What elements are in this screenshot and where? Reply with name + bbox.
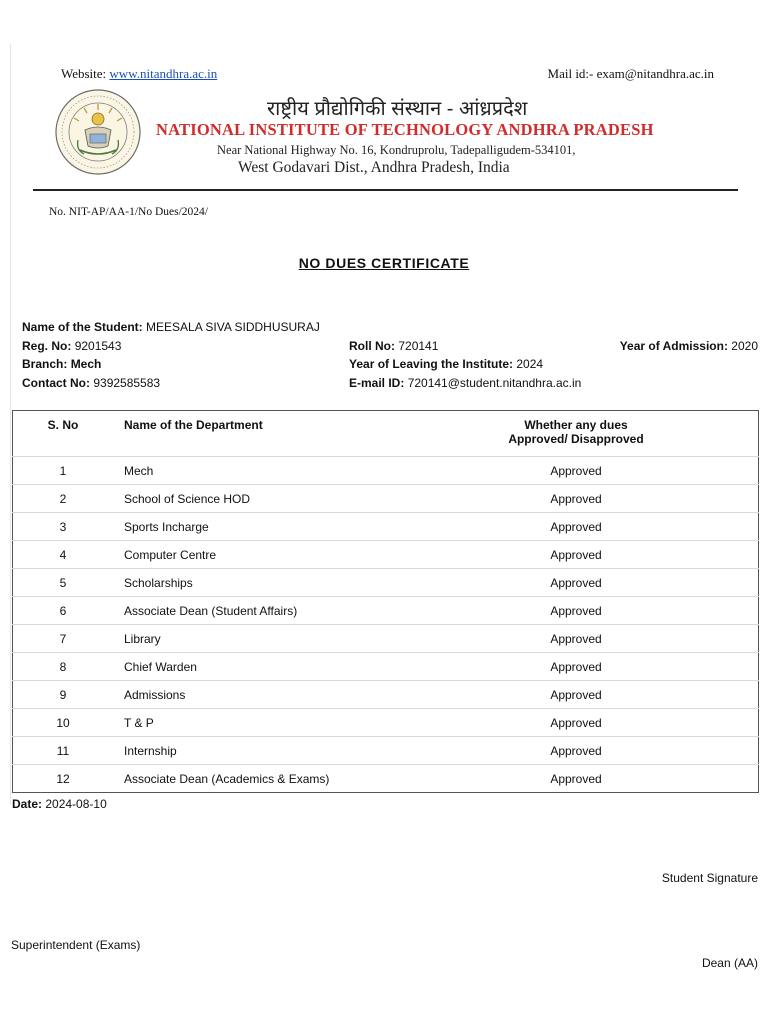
row-sno: 5 [13,569,114,597]
reg-no-field [22,339,121,353]
dean-signature: Dean (AA) [701,956,758,970]
row-sno: 9 [13,681,114,709]
admission-year-value: 2020 [731,339,758,353]
mail-address: exam@nitandhra.ac.in [596,66,714,81]
table-row [13,765,759,793]
institute-logo-icon [54,88,142,176]
row-status: Approved [394,457,759,485]
superintendent-signature: Superintendent (Exams) [11,938,141,952]
table-header-row [13,411,759,457]
reg-no-label: Reg. No: [22,339,72,353]
leaving-year-field [349,357,543,371]
row-dept: School of Science HOD [113,485,394,513]
row-dept: Mech [113,457,394,485]
reference-number: No. NIT-AP/AA-1/No Dues/2024/ [49,206,208,218]
contact-value: 9392585583 [93,376,161,390]
row-sno: 3 [13,513,114,541]
branch-field [22,357,101,371]
row-dept: Internship [113,737,394,765]
table-row [13,569,759,597]
institute-name-hindi: राष्ट्रीय प्रौद्योगिकी संस्थान - आंध्रप्रदेश [267,98,528,120]
table-row [13,653,759,681]
leaving-year-label: Year of Leaving the Institute: [349,357,514,371]
col-sno-header: S. No [47,418,79,432]
table-row [13,541,759,569]
row-sno: 6 [13,597,114,625]
row-dept: Computer Centre [113,541,394,569]
row-sno: 10 [13,709,114,737]
website-link[interactable]: www.nitandhra.ac.in [109,66,218,81]
institute-name: NATIONAL INSTITUTE OF TECHNOLOGY ANDHRA PRADESH [156,120,654,139]
row-dept: Library [113,625,394,653]
row-sno: 8 [13,653,114,681]
student-name-label: Name of the Student: [22,320,143,334]
table-row [13,625,759,653]
student-name-value: MEESALA SIVA SIDDHUSURAJ [146,320,320,334]
contact-label: Contact No: [22,376,90,390]
student-name-field [22,320,320,334]
website-label: Website: [61,66,107,81]
row-status: Approved [394,569,759,597]
row-sno: 1 [13,457,114,485]
issue-date [12,797,107,811]
row-status: Approved [394,765,759,793]
branch-label: Branch: [22,357,68,371]
row-status: Approved [394,541,759,569]
row-status: Approved [394,737,759,765]
student-signature: Student Signature [661,871,758,885]
mail-line [548,66,714,82]
mail-label: Mail id:- [547,66,594,81]
col-status-header [394,411,759,457]
col-status-header-line1: Whether any dues [524,418,628,432]
col-dept-header: Name of the Department [124,418,263,432]
row-status: Approved [394,653,759,681]
admission-year-field [620,339,758,353]
row-dept: Admissions [113,681,394,709]
row-sno: 7 [13,625,114,653]
date-label: Date: [12,797,43,811]
table-row [13,597,759,625]
date-value: 2024-08-10 [45,797,107,811]
header-divider [33,189,738,191]
address-line-2: West Godavari Dist., Andhra Pradesh, India [238,159,510,176]
row-dept: Associate Dean (Student Affairs) [113,597,394,625]
leaving-year-value: 2024 [516,357,544,371]
address-line-1: Near National Highway No. 16, Kondruprolu, Tadepalligudem-534101, [217,143,576,157]
table-row [13,485,759,513]
row-sno: 2 [13,485,114,513]
row-dept: Chief Warden [113,653,394,681]
email-field [349,376,581,390]
table-row [13,709,759,737]
roll-no-label: Roll No: [349,339,395,353]
reg-no-value: 9201543 [74,339,122,353]
email-label: E-mail ID: [349,376,405,390]
row-status: Approved [394,709,759,737]
row-sno: 11 [13,737,114,765]
table-row [13,737,759,765]
table-row [13,513,759,541]
row-status: Approved [394,625,759,653]
row-dept: T & P [113,709,394,737]
row-dept: Associate Dean (Academics & Exams) [113,765,394,793]
row-status: Approved [394,681,759,709]
row-dept: Scholarships [113,569,394,597]
roll-no-field [349,339,438,353]
row-sno: 4 [13,541,114,569]
row-status: Approved [394,485,759,513]
roll-no-value: 720141 [398,339,439,353]
branch-value: Mech [70,357,102,371]
row-status: Approved [394,597,759,625]
page-left-border [10,44,11,804]
row-status: Approved [394,513,759,541]
email-value: 720141@student.nitandhra.ac.in [407,376,582,390]
col-status-header-line2: Approved/ Disapproved [508,432,644,446]
website-line [61,66,217,82]
admission-year-label: Year of Admission: [619,339,728,353]
row-sno: 12 [13,765,114,793]
dues-table [12,410,759,793]
row-dept: Sports Incharge [113,513,394,541]
certificate-title: NO DUES CERTIFICATE [298,255,470,271]
table-row [13,457,759,485]
contact-field [22,376,160,390]
table-row [13,681,759,709]
